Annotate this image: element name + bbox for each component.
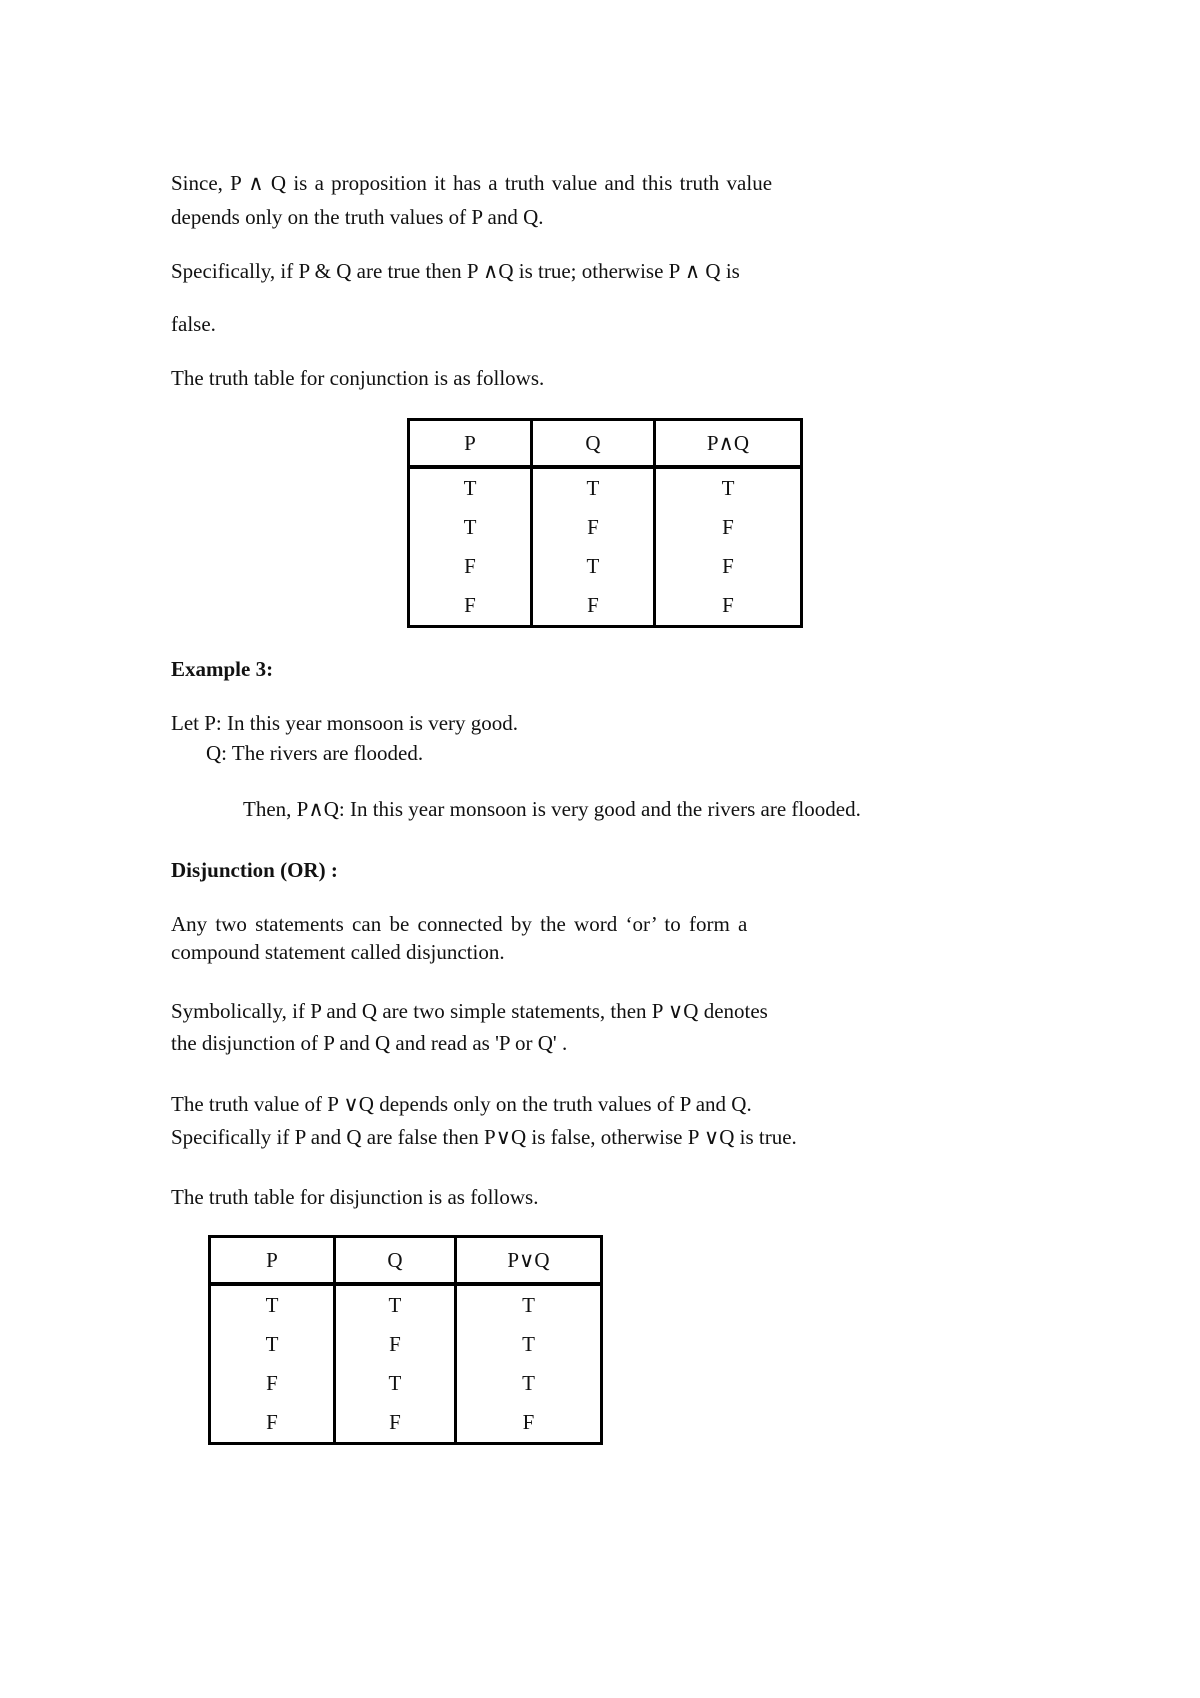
table-cell: T — [531, 467, 654, 508]
disjunction-para1-line-1: Any two statements can be connected by the word ‘or’ to form a — [171, 912, 748, 936]
intro-line-5: The truth table for conjunction is as follows. — [171, 366, 545, 390]
table-cell: T — [334, 1284, 455, 1325]
disjunction-para4: The truth table for disjunction is as follows. — [171, 1185, 539, 1209]
table-row — [409, 508, 802, 547]
table-cell: T — [409, 508, 532, 547]
conjunction-truth-table — [407, 418, 803, 628]
table-cell: T — [455, 1284, 601, 1325]
table-cell: T — [210, 1284, 335, 1325]
header-cell: P — [210, 1237, 335, 1285]
example-line-3: Then, P∧Q: In this year monsoon is very good and the rivers are flooded. — [243, 797, 861, 821]
intro-line-1: Since, P ∧ Q is a proposition it has a truth value and this truth value — [171, 171, 773, 195]
header-cell: P∧Q — [654, 420, 801, 468]
disjunction-para2-line-1: Symbolically, if P and Q are two simple statements, then P ∨Q denotes — [171, 999, 768, 1023]
table-cell: T — [210, 1325, 335, 1364]
table-cell: T — [654, 467, 801, 508]
table-cell: F — [654, 508, 801, 547]
disjunction-para2-line-2: the disjunction of P and Q and read as 'P or Q' . — [171, 1031, 568, 1055]
table-cell: T — [455, 1325, 601, 1364]
header-cell: Q — [334, 1237, 455, 1285]
disjunction-truth-table — [208, 1235, 603, 1445]
table-header-row — [409, 420, 802, 468]
intro-line-3: Specifically, if P & Q are true then P ∧Q is true; otherwise P ∧ Q is — [171, 259, 740, 283]
table-row — [210, 1403, 602, 1444]
disjunction-para3-line-2: Specifically if P and Q are false then P∨Q is false, otherwise P ∨Q is true. — [171, 1125, 797, 1149]
disjunction-para3-line-1: The truth value of P ∨Q depends only on the truth values of P and Q. — [171, 1092, 752, 1116]
table-header-row — [210, 1237, 602, 1285]
header-cell: Q — [531, 420, 654, 468]
example-heading: Example 3: — [171, 657, 274, 681]
table-cell: F — [531, 586, 654, 627]
table-cell: F — [210, 1364, 335, 1403]
table-cell: F — [654, 547, 801, 586]
table-row — [210, 1364, 602, 1403]
table-cell: F — [654, 586, 801, 627]
header-cell: P∨Q — [455, 1237, 601, 1285]
example-line-2: Q: The rivers are flooded. — [206, 741, 424, 765]
table-row — [409, 586, 802, 627]
table-row — [210, 1284, 602, 1325]
header-cell: P — [409, 420, 532, 468]
table-cell: F — [210, 1403, 335, 1444]
disjunction-heading: Disjunction (OR) : — [171, 858, 338, 882]
example-line-1: Let P: In this year monsoon is very good. — [171, 711, 519, 735]
table-cell: F — [334, 1403, 455, 1444]
table-cell: T — [334, 1364, 455, 1403]
intro-line-4: false. — [171, 312, 216, 336]
table-row — [210, 1325, 602, 1364]
table-cell: F — [531, 508, 654, 547]
table-cell: F — [409, 547, 532, 586]
intro-line-2: depends only on the truth values of P and Q. — [171, 205, 544, 229]
table-cell: T — [409, 467, 532, 508]
table-row — [409, 547, 802, 586]
disjunction-para1-line-2: compound statement called disjunction. — [171, 940, 505, 964]
table-cell: T — [455, 1364, 601, 1403]
table-cell: F — [334, 1325, 455, 1364]
table-cell: T — [531, 547, 654, 586]
table-row — [409, 467, 802, 508]
table-cell: F — [409, 586, 532, 627]
table-cell: F — [455, 1403, 601, 1444]
